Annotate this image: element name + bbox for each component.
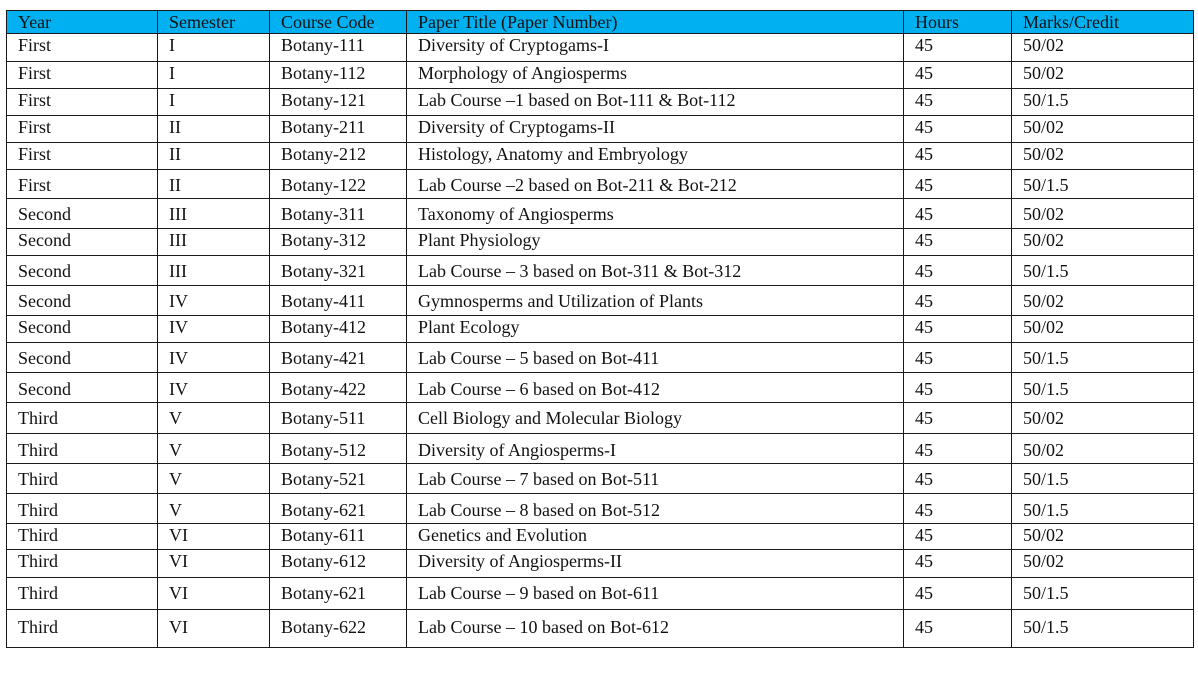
syllabus-table xyxy=(6,10,1194,648)
cell-paper-title: Diversity of Angiosperms-II xyxy=(407,550,904,578)
cell-year: Second xyxy=(7,229,158,256)
table-row xyxy=(7,373,1194,403)
cell-marks-credit: 50/1.5 xyxy=(1012,494,1194,524)
cell-marks-credit: 50/02 xyxy=(1012,316,1194,343)
table-row xyxy=(7,610,1194,648)
cell-course-code: Botany-121 xyxy=(270,89,407,116)
cell-marks-credit: 50/02 xyxy=(1012,286,1194,316)
table-row xyxy=(7,89,1194,116)
cell-semester: II xyxy=(158,116,270,143)
cell-semester: IV xyxy=(158,373,270,403)
cell-paper-title: Lab Course – 6 based on Bot-412 xyxy=(407,373,904,403)
cell-marks-credit: 50/1.5 xyxy=(1012,578,1194,610)
cell-year: Third xyxy=(7,494,158,524)
column-header-paper-title: Paper Title (Paper Number) xyxy=(407,11,904,34)
cell-marks-credit: 50/02 xyxy=(1012,524,1194,550)
cell-hours: 45 xyxy=(904,199,1012,229)
cell-paper-title: Morphology of Angiosperms xyxy=(407,62,904,89)
cell-semester: I xyxy=(158,89,270,116)
cell-paper-title: Lab Course – 7 based on Bot-511 xyxy=(407,464,904,494)
cell-hours: 45 xyxy=(904,434,1012,464)
cell-year: Third xyxy=(7,524,158,550)
table-row xyxy=(7,143,1194,170)
cell-hours: 45 xyxy=(904,116,1012,143)
cell-marks-credit: 50/1.5 xyxy=(1012,89,1194,116)
cell-marks-credit: 50/02 xyxy=(1012,116,1194,143)
cell-marks-credit: 50/02 xyxy=(1012,434,1194,464)
column-header-marks-credit: Marks/Credit xyxy=(1012,11,1194,34)
cell-course-code: Botany-122 xyxy=(270,170,407,199)
cell-hours: 45 xyxy=(904,403,1012,434)
cell-semester: V xyxy=(158,434,270,464)
cell-year: First xyxy=(7,116,158,143)
cell-marks-credit: 50/02 xyxy=(1012,34,1194,62)
cell-year: First xyxy=(7,89,158,116)
cell-paper-title: Lab Course –2 based on Bot-211 & Bot-212 xyxy=(407,170,904,199)
cell-year: Third xyxy=(7,550,158,578)
cell-course-code: Botany-512 xyxy=(270,434,407,464)
cell-paper-title: Diversity of Cryptogams-I xyxy=(407,34,904,62)
table-row xyxy=(7,34,1194,62)
cell-marks-credit: 50/02 xyxy=(1012,550,1194,578)
table-row xyxy=(7,494,1194,524)
table-row xyxy=(7,464,1194,494)
cell-paper-title: Gymnosperms and Utilization of Plants xyxy=(407,286,904,316)
cell-semester: IV xyxy=(158,286,270,316)
cell-year: First xyxy=(7,34,158,62)
cell-semester: III xyxy=(158,256,270,286)
cell-course-code: Botany-511 xyxy=(270,403,407,434)
cell-year: Second xyxy=(7,286,158,316)
cell-year: Second xyxy=(7,256,158,286)
cell-paper-title: Taxonomy of Angiosperms xyxy=(407,199,904,229)
cell-hours: 45 xyxy=(904,286,1012,316)
cell-hours: 45 xyxy=(904,464,1012,494)
cell-year: Second xyxy=(7,316,158,343)
cell-hours: 45 xyxy=(904,256,1012,286)
table-row xyxy=(7,62,1194,89)
table-row xyxy=(7,434,1194,464)
column-header-hours: Hours xyxy=(904,11,1012,34)
cell-hours: 45 xyxy=(904,494,1012,524)
cell-semester: III xyxy=(158,199,270,229)
cell-marks-credit: 50/1.5 xyxy=(1012,610,1194,648)
cell-hours: 45 xyxy=(904,170,1012,199)
table-row xyxy=(7,116,1194,143)
cell-paper-title: Plant Physiology xyxy=(407,229,904,256)
cell-hours: 45 xyxy=(904,524,1012,550)
cell-year: Third xyxy=(7,578,158,610)
cell-hours: 45 xyxy=(904,373,1012,403)
column-header-semester: Semester xyxy=(158,11,270,34)
table-row xyxy=(7,170,1194,199)
cell-year: Second xyxy=(7,343,158,373)
cell-marks-credit: 50/02 xyxy=(1012,199,1194,229)
cell-semester: IV xyxy=(158,316,270,343)
cell-semester: VI xyxy=(158,524,270,550)
cell-paper-title: Lab Course – 9 based on Bot-611 xyxy=(407,578,904,610)
cell-course-code: Botany-612 xyxy=(270,550,407,578)
cell-year: Second xyxy=(7,373,158,403)
cell-paper-title: Lab Course – 8 based on Bot-512 xyxy=(407,494,904,524)
table-row xyxy=(7,343,1194,373)
cell-course-code: Botany-521 xyxy=(270,464,407,494)
table-row xyxy=(7,578,1194,610)
cell-semester: I xyxy=(158,34,270,62)
cell-semester: VI xyxy=(158,610,270,648)
cell-semester: IV xyxy=(158,343,270,373)
cell-paper-title: Lab Course – 5 based on Bot-411 xyxy=(407,343,904,373)
table-row xyxy=(7,256,1194,286)
cell-hours: 45 xyxy=(904,89,1012,116)
cell-semester: V xyxy=(158,494,270,524)
cell-course-code: Botany-312 xyxy=(270,229,407,256)
cell-hours: 45 xyxy=(904,578,1012,610)
column-header-year: Year xyxy=(7,11,158,34)
cell-hours: 45 xyxy=(904,343,1012,373)
table-row xyxy=(7,550,1194,578)
cell-paper-title: Plant Ecology xyxy=(407,316,904,343)
cell-year: Third xyxy=(7,610,158,648)
cell-year: First xyxy=(7,62,158,89)
cell-course-code: Botany-421 xyxy=(270,343,407,373)
table-row xyxy=(7,403,1194,434)
table-row xyxy=(7,286,1194,316)
cell-year: Third xyxy=(7,403,158,434)
table-body xyxy=(7,34,1194,648)
cell-course-code: Botany-112 xyxy=(270,62,407,89)
cell-year: Third xyxy=(7,464,158,494)
header-row xyxy=(7,11,1194,34)
cell-course-code: Botany-621 xyxy=(270,578,407,610)
cell-paper-title: Lab Course –1 based on Bot-111 & Bot-112 xyxy=(407,89,904,116)
cell-year: First xyxy=(7,143,158,170)
cell-marks-credit: 50/1.5 xyxy=(1012,464,1194,494)
cell-marks-credit: 50/02 xyxy=(1012,62,1194,89)
cell-semester: V xyxy=(158,464,270,494)
cell-course-code: Botany-311 xyxy=(270,199,407,229)
column-header-course-code: Course Code xyxy=(270,11,407,34)
cell-hours: 45 xyxy=(904,229,1012,256)
cell-semester: V xyxy=(158,403,270,434)
cell-course-code: Botany-211 xyxy=(270,116,407,143)
cell-paper-title: Cell Biology and Molecular Biology xyxy=(407,403,904,434)
cell-hours: 45 xyxy=(904,610,1012,648)
cell-marks-credit: 50/1.5 xyxy=(1012,170,1194,199)
cell-course-code: Botany-412 xyxy=(270,316,407,343)
cell-marks-credit: 50/02 xyxy=(1012,143,1194,170)
cell-semester: VI xyxy=(158,578,270,610)
cell-semester: VI xyxy=(158,550,270,578)
table-row xyxy=(7,199,1194,229)
cell-hours: 45 xyxy=(904,143,1012,170)
cell-paper-title: Histology, Anatomy and Embryology xyxy=(407,143,904,170)
cell-semester: I xyxy=(158,62,270,89)
cell-semester: III xyxy=(158,229,270,256)
cell-year: Second xyxy=(7,199,158,229)
cell-paper-title: Diversity of Cryptogams-II xyxy=(407,116,904,143)
cell-course-code: Botany-611 xyxy=(270,524,407,550)
cell-course-code: Botany-411 xyxy=(270,286,407,316)
cell-semester: II xyxy=(158,170,270,199)
table-row xyxy=(7,524,1194,550)
cell-marks-credit: 50/1.5 xyxy=(1012,373,1194,403)
cell-course-code: Botany-422 xyxy=(270,373,407,403)
cell-marks-credit: 50/02 xyxy=(1012,229,1194,256)
cell-semester: II xyxy=(158,143,270,170)
cell-marks-credit: 50/1.5 xyxy=(1012,256,1194,286)
cell-paper-title: Lab Course – 3 based on Bot-311 & Bot-312 xyxy=(407,256,904,286)
cell-year: First xyxy=(7,170,158,199)
cell-marks-credit: 50/1.5 xyxy=(1012,343,1194,373)
cell-hours: 45 xyxy=(904,550,1012,578)
table-row xyxy=(7,316,1194,343)
cell-course-code: Botany-622 xyxy=(270,610,407,648)
table-row xyxy=(7,229,1194,256)
cell-hours: 45 xyxy=(904,62,1012,89)
cell-paper-title: Genetics and Evolution xyxy=(407,524,904,550)
cell-course-code: Botany-111 xyxy=(270,34,407,62)
cell-marks-credit: 50/02 xyxy=(1012,403,1194,434)
cell-year: Third xyxy=(7,434,158,464)
cell-course-code: Botany-321 xyxy=(270,256,407,286)
cell-paper-title: Diversity of Angiosperms-I xyxy=(407,434,904,464)
cell-course-code: Botany-621 xyxy=(270,494,407,524)
cell-course-code: Botany-212 xyxy=(270,143,407,170)
cell-hours: 45 xyxy=(904,316,1012,343)
cell-hours: 45 xyxy=(904,34,1012,62)
cell-paper-title: Lab Course – 10 based on Bot-612 xyxy=(407,610,904,648)
